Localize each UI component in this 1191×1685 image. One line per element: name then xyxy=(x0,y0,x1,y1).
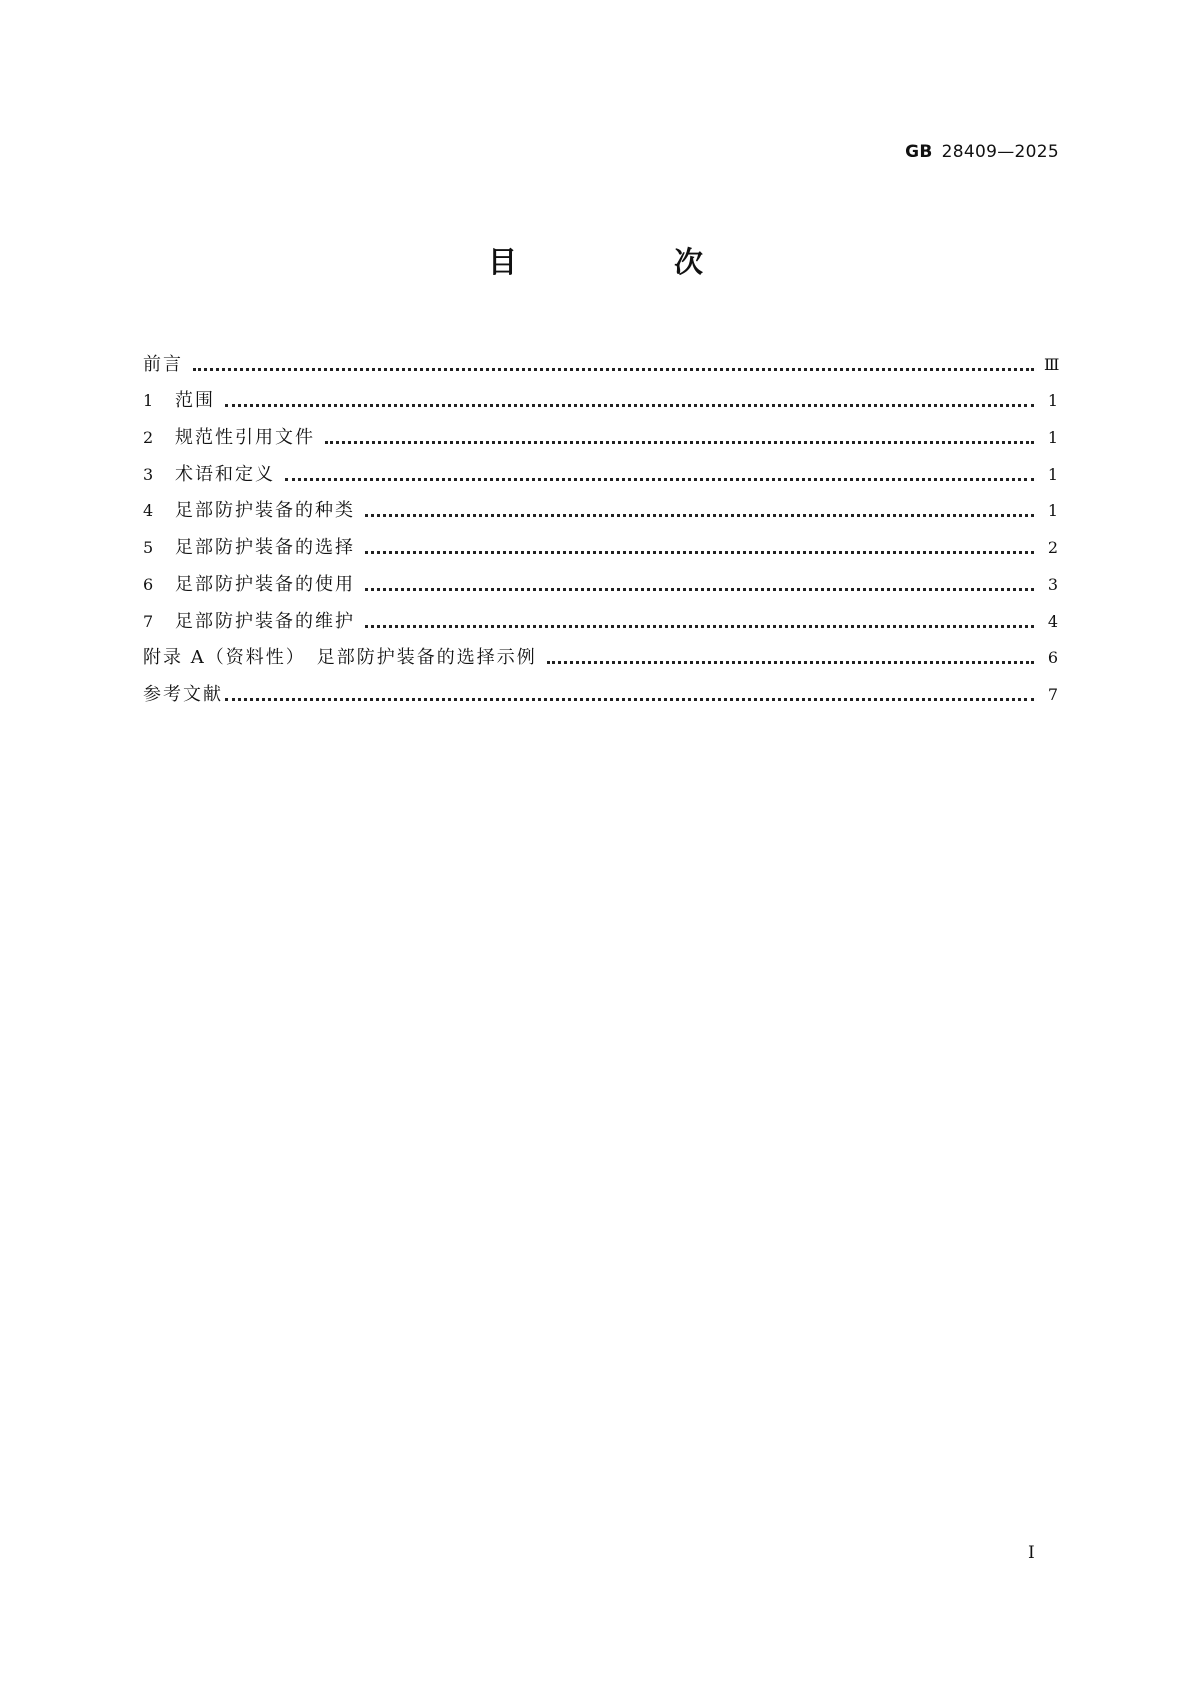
toc-entry-title: 前言 xyxy=(143,353,183,375)
page-number: Ⅰ xyxy=(1028,1543,1035,1563)
toc-entry-title: 足部防护装备的使用 xyxy=(175,573,355,595)
toc-entry-4[interactable] xyxy=(143,487,1058,524)
toc-entry-number: 1 xyxy=(143,391,154,411)
toc-entry-references[interactable] xyxy=(143,670,1058,707)
toc-entry-foreword[interactable] xyxy=(143,340,1058,377)
toc-entry-7[interactable] xyxy=(143,597,1058,634)
toc-entry-number: 3 xyxy=(143,464,154,484)
toc-leader xyxy=(365,625,1034,628)
toc-leader xyxy=(325,441,1034,444)
toc-entry-page: 6 xyxy=(1047,648,1058,668)
toc-entry-page: 3 xyxy=(1047,574,1058,594)
standard-number: 28409—2025 xyxy=(941,142,1059,162)
toc-entry-3[interactable] xyxy=(143,450,1058,487)
toc-entry-page: 1 xyxy=(1047,464,1058,484)
toc-entry-title: 术语和定义 xyxy=(175,463,275,485)
toc-entry-page: 1 xyxy=(1047,428,1058,448)
toc-entry-1[interactable] xyxy=(143,377,1058,414)
toc-leader xyxy=(365,514,1034,517)
toc-entry-appendix-a[interactable] xyxy=(143,634,1058,671)
toc-entry-page: Ⅲ xyxy=(1044,354,1060,374)
toc-entry-number: 7 xyxy=(143,611,154,631)
toc-entry-page: 1 xyxy=(1047,501,1058,521)
toc-leader xyxy=(285,478,1034,481)
toc-entry-title: 足部防护装备的选择 xyxy=(175,537,355,559)
toc-entry-2[interactable] xyxy=(143,413,1058,450)
toc-entry-title: 范围 xyxy=(175,390,215,412)
toc-entry-6[interactable] xyxy=(143,560,1058,597)
toc-entry-title: 参考文献 xyxy=(143,683,223,705)
toc-leader xyxy=(365,551,1034,554)
standard-code xyxy=(905,140,1059,164)
toc-entry-number: 5 xyxy=(143,538,154,558)
toc-entry-title: 规范性引用文件 xyxy=(175,427,315,449)
toc-leader xyxy=(365,588,1034,591)
page-title: 目 次 xyxy=(487,245,767,279)
toc-entry-number: 2 xyxy=(143,428,154,448)
toc-entry-page: 2 xyxy=(1047,538,1058,558)
toc-entry-page: 7 xyxy=(1047,684,1058,704)
table-of-contents xyxy=(143,340,1058,707)
toc-leader xyxy=(547,661,1034,664)
toc-entry-page: 1 xyxy=(1047,391,1058,411)
toc-entry-5[interactable] xyxy=(143,523,1058,560)
standard-prefix: GB xyxy=(905,142,933,162)
toc-leader xyxy=(225,404,1034,407)
toc-entry-title: 足部防护装备的维护 xyxy=(175,610,355,632)
toc-leader xyxy=(225,698,1034,701)
toc-entry-page: 4 xyxy=(1047,611,1058,631)
toc-entry-title: 附录 A（资料性） 足部防护装备的选择示例 xyxy=(143,647,537,669)
toc-entry-title: 足部防护装备的种类 xyxy=(175,500,355,522)
toc-leader xyxy=(193,368,1034,371)
toc-entry-number: 6 xyxy=(143,574,154,594)
toc-entry-number: 4 xyxy=(143,501,154,521)
